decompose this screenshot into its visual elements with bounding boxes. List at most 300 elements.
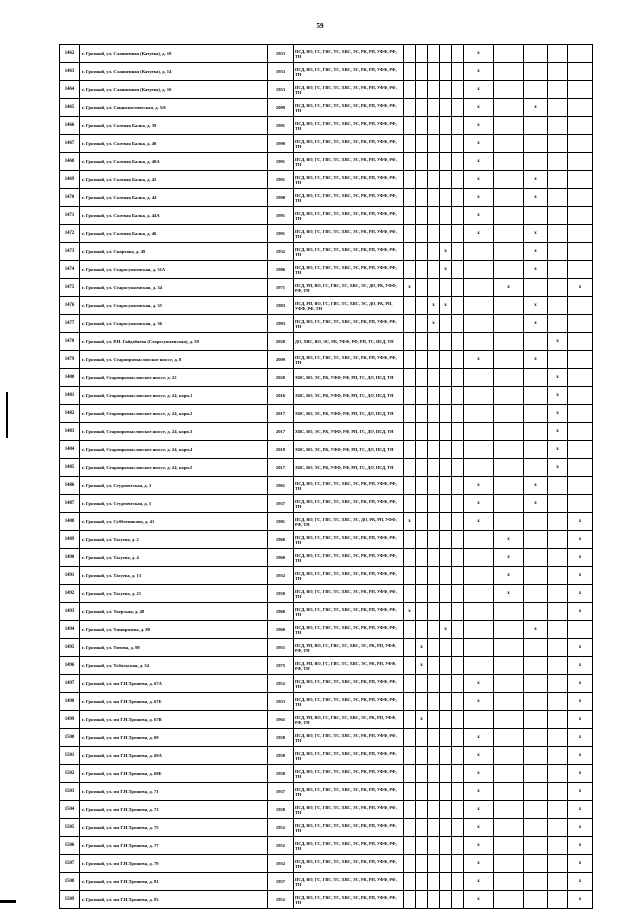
- mark-cell: [428, 243, 440, 261]
- mark-cell: x: [464, 171, 494, 189]
- mark-cell: [452, 603, 464, 621]
- year-cell: 1953: [268, 45, 294, 63]
- systems-cell: ПСД, ВО, ГС, ГВС, ТС, ХВС, ЭС, РК, РП, УФФ, РФ, ТН: [294, 495, 404, 513]
- mark-cell: [428, 81, 440, 99]
- mark-cell: [464, 333, 494, 351]
- mark-cell: [494, 873, 524, 891]
- mark-cell: [452, 783, 464, 801]
- mark-cell: [428, 801, 440, 819]
- mark-cell: [440, 225, 452, 243]
- mark-cell: [548, 279, 568, 297]
- year-cell: 1990: [268, 135, 294, 153]
- mark-cell: [494, 441, 524, 459]
- mark-cell: [416, 243, 428, 261]
- address-cell: г. Грозный, ул. Тимирязева, д. 80: [80, 621, 268, 639]
- mark-cell: x: [568, 837, 593, 855]
- table-row: [60, 387, 593, 405]
- mark-cell: [404, 477, 416, 495]
- mark-cell: [440, 405, 452, 423]
- mark-cell: x: [440, 261, 452, 279]
- address-cell: г. Грозный, ул. Старосунженская, д. 34: [80, 279, 268, 297]
- mark-cell: [416, 171, 428, 189]
- mark-cell: x: [548, 405, 568, 423]
- systems-cell: ПСД, РП, ВО, ГС, ГВС, ТС, ХВС, ЭС, РК, РП, УФФ, РФ, ТН: [294, 711, 404, 729]
- address-cell: г. Грозный, Старопромысловское шоссе, д. 24, корп.3: [80, 423, 268, 441]
- mark-cell: [524, 513, 548, 531]
- year-cell: 1960: [268, 603, 294, 621]
- mark-cell: x: [464, 747, 494, 765]
- mark-cell: [416, 423, 428, 441]
- table-row: [60, 369, 593, 387]
- mark-cell: [416, 621, 428, 639]
- address-cell: г. Грозный, ул. им Г.Н.Трошева, д. 79: [80, 855, 268, 873]
- address-cell: г. Грозный, ул. им Г.Н.Трошева, д. 67Б: [80, 693, 268, 711]
- address-cell: г. Грозный, Старопромысловское шоссе, д. 24, корп.2: [80, 405, 268, 423]
- systems-cell: ПСД, ВО, ГС, ГВС, ТС, ХВС, ЭС, РК, РП, УФФ, РФ, ТН: [294, 261, 404, 279]
- systems-cell: ХВС, ВО, ЭС, РК, УФФ, РФ, РП, ГС, ДО, ПСД, ТН: [294, 423, 404, 441]
- address-cell: г. Грозный, ул. Титова, д. 98: [80, 639, 268, 657]
- mark-cell: [404, 117, 416, 135]
- row-number: 1506: [60, 837, 80, 855]
- mark-cell: [416, 45, 428, 63]
- address-cell: г. Грозный, ул. им Г.Н.Трошева, д. 75: [80, 819, 268, 837]
- address-cell: г. Грозный, ул. Старосунженская, д. 35: [80, 297, 268, 315]
- address-cell: г. Грозный, ул. Студенческая, д. 5: [80, 495, 268, 513]
- mark-cell: [452, 747, 464, 765]
- mark-cell: [416, 297, 428, 315]
- table-row: [60, 837, 593, 855]
- mark-cell: [494, 729, 524, 747]
- mark-cell: [494, 819, 524, 837]
- mark-cell: [428, 153, 440, 171]
- mark-cell: [404, 63, 416, 81]
- year-cell: 1958: [268, 765, 294, 783]
- mark-cell: [568, 477, 593, 495]
- year-cell: 2020: [268, 369, 294, 387]
- mark-cell: [440, 315, 452, 333]
- mark-cell: [452, 855, 464, 873]
- mark-cell: x: [524, 225, 548, 243]
- mark-cell: x: [416, 657, 428, 675]
- mark-cell: [404, 243, 416, 261]
- page-number: 59: [316, 22, 324, 30]
- mark-cell: [548, 117, 568, 135]
- mark-cell: [440, 81, 452, 99]
- address-cell: г. Грозный, ул. Сланненная (Катуева), д. 16: [80, 81, 268, 99]
- year-cell: 1990: [268, 189, 294, 207]
- mark-cell: [494, 351, 524, 369]
- mark-cell: [440, 837, 452, 855]
- mark-cell: [440, 387, 452, 405]
- mark-cell: x: [568, 531, 593, 549]
- mark-cell: [548, 891, 568, 909]
- address-cell: г. Грозный, ул. им Г.Н.Трошева, д. 73: [80, 801, 268, 819]
- mark-cell: [494, 225, 524, 243]
- year-cell: 1957: [268, 783, 294, 801]
- mark-cell: x: [548, 423, 568, 441]
- systems-cell: ПСД, РП, ВО, ГС, ГВС, ТС, ХВС, ЭС, РК, РП, УФФ, РФ, ТН: [294, 639, 404, 657]
- mark-cell: [404, 765, 416, 783]
- mark-cell: [416, 747, 428, 765]
- year-cell: 1960: [268, 549, 294, 567]
- systems-cell: ПСД, ВО, ГС, ГВС, ТС, ХВС, ЭС, РК, РП, УФФ, РФ, ТН: [294, 783, 404, 801]
- mark-cell: [464, 441, 494, 459]
- table-row: [60, 495, 593, 513]
- mark-cell: [404, 81, 416, 99]
- year-cell: 2017: [268, 423, 294, 441]
- mark-cell: x: [568, 657, 593, 675]
- mark-cell: x: [524, 243, 548, 261]
- systems-cell: ПСД, ВО, ГС, ГВС, ТС, ХВС, ЭС, РК, РП, УФФ, РФ, ТН: [294, 621, 404, 639]
- mark-cell: [524, 891, 548, 909]
- mark-cell: [428, 423, 440, 441]
- table-row: [60, 585, 593, 603]
- systems-cell: ПСД, ВО, ГС, ГВС, ТС, ХВС, ЭС, РК, РП, УФФ, РФ, ТН: [294, 819, 404, 837]
- mark-cell: [548, 639, 568, 657]
- mark-cell: [524, 801, 548, 819]
- mark-cell: [404, 837, 416, 855]
- year-cell: 1991: [268, 225, 294, 243]
- address-cell: г. Грозный, Старопромысловское шоссе, д. 24, корп.5: [80, 459, 268, 477]
- mark-cell: [404, 855, 416, 873]
- mark-cell: x: [524, 261, 548, 279]
- table-row: [60, 639, 593, 657]
- table-row: [60, 297, 593, 315]
- address-cell: г. Грозный, ул. Старосунженская, д. 36: [80, 315, 268, 333]
- row-number: 1493: [60, 603, 80, 621]
- row-number: 1501: [60, 747, 80, 765]
- mark-cell: x: [464, 99, 494, 117]
- mark-cell: [428, 225, 440, 243]
- mark-cell: [440, 459, 452, 477]
- mark-cell: [494, 891, 524, 909]
- mark-cell: [524, 585, 548, 603]
- systems-cell: ПСД, ВО, ГС, ГВС, ТС, ХВС, ЭС, РК, РП, УФФ, РФ, ТН: [294, 837, 404, 855]
- mark-cell: [416, 477, 428, 495]
- systems-cell: ПСД, ВО, ГС, ГВС, ТС, ХВС, ЭС, РК, РП, УФФ, РФ, ТН: [294, 477, 404, 495]
- mark-cell: [494, 261, 524, 279]
- mark-cell: [494, 189, 524, 207]
- address-cell: г. Грозный, ул. Р.Н. Гайдабаева (Старосунженская), д. 39: [80, 333, 268, 351]
- mark-cell: [524, 207, 548, 225]
- mark-cell: [428, 819, 440, 837]
- mark-cell: [416, 855, 428, 873]
- table-row: [60, 99, 593, 117]
- mark-cell: [494, 747, 524, 765]
- address-cell: г. Грозный, ул. Тобольская, д. 54: [80, 657, 268, 675]
- mark-cell: x: [416, 639, 428, 657]
- year-cell: 1953: [268, 693, 294, 711]
- mark-cell: x: [428, 315, 440, 333]
- year-cell: 1952: [268, 891, 294, 909]
- mark-cell: x: [548, 369, 568, 387]
- mark-cell: [404, 585, 416, 603]
- row-number: 1487: [60, 495, 80, 513]
- systems-cell: ПСД, ВО, ГС, ГВС, ТС, ХВС, ЭС, РК, РП, УФФ, РФ, ТН: [294, 99, 404, 117]
- mark-cell: [452, 891, 464, 909]
- mark-cell: [404, 351, 416, 369]
- mark-cell: [464, 315, 494, 333]
- mark-cell: [568, 135, 593, 153]
- mark-cell: [416, 405, 428, 423]
- mark-cell: [494, 315, 524, 333]
- mark-cell: [452, 459, 464, 477]
- mark-cell: [404, 549, 416, 567]
- mark-cell: [404, 891, 416, 909]
- mark-cell: [452, 171, 464, 189]
- mark-cell: [416, 207, 428, 225]
- mark-cell: [548, 189, 568, 207]
- mark-cell: [404, 171, 416, 189]
- mark-cell: [568, 261, 593, 279]
- mark-cell: [548, 495, 568, 513]
- mark-cell: [548, 135, 568, 153]
- year-cell: 1952: [268, 819, 294, 837]
- mark-cell: [440, 783, 452, 801]
- mark-cell: [428, 567, 440, 585]
- row-number: 1466: [60, 117, 80, 135]
- mark-cell: [404, 387, 416, 405]
- mark-cell: [452, 405, 464, 423]
- mark-cell: [568, 225, 593, 243]
- systems-cell: ПСД, ВО, ГС, ГВС, ТС, ХВС, ЭС, РК, РП, УФФ, РФ, ТН: [294, 135, 404, 153]
- table-row: [60, 783, 593, 801]
- mark-cell: [452, 279, 464, 297]
- mark-cell: [440, 585, 452, 603]
- address-cell: г. Грозный, ул. Тасуева, д. 13: [80, 567, 268, 585]
- mark-cell: [440, 45, 452, 63]
- mark-cell: [428, 513, 440, 531]
- mark-cell: [568, 351, 593, 369]
- mark-cell: [548, 783, 568, 801]
- mark-cell: [524, 693, 548, 711]
- systems-cell: ХВС, ВО, ЭС, РК, УФФ, РФ, РП, ГС, ДО, ПСД, ТН: [294, 369, 404, 387]
- mark-cell: [452, 225, 464, 243]
- mark-cell: [428, 405, 440, 423]
- mark-cell: [452, 117, 464, 135]
- mark-cell: [452, 351, 464, 369]
- year-cell: 1958: [268, 747, 294, 765]
- address-cell: г. Грозный, ул. Сланненная (Катуева), д. 14: [80, 63, 268, 81]
- mark-cell: [524, 405, 548, 423]
- mark-cell: [548, 621, 568, 639]
- systems-cell: ПСД, ВО, ГС, ГВС, ТС, ХВС, ЭС, РК, РП, УФФ, РФ, ТН: [294, 243, 404, 261]
- table-row: [60, 279, 593, 297]
- mark-cell: [440, 333, 452, 351]
- address-cell: г. Грозный, ул. Старосунженская, д. 31А: [80, 261, 268, 279]
- mark-cell: x: [568, 855, 593, 873]
- mark-cell: x: [524, 99, 548, 117]
- mark-cell: x: [494, 279, 524, 297]
- row-number: 1480: [60, 369, 80, 387]
- systems-cell: ДО, ХВС, ВО, ЭС, РК, УФФ, РФ, РП, ТС, ПСД, ТН: [294, 333, 404, 351]
- row-number: 1502: [60, 765, 80, 783]
- address-cell: г. Грозный, ул. Тасуева, д. 4: [80, 549, 268, 567]
- year-cell: 1971: [268, 279, 294, 297]
- row-number: 1492: [60, 585, 80, 603]
- year-cell: 1957: [268, 873, 294, 891]
- mark-cell: x: [524, 621, 548, 639]
- mark-cell: [464, 657, 494, 675]
- row-number: 1468: [60, 153, 80, 171]
- mark-cell: [494, 675, 524, 693]
- mark-cell: [428, 387, 440, 405]
- mark-cell: x: [464, 135, 494, 153]
- table-row: [60, 243, 593, 261]
- mark-cell: x: [428, 297, 440, 315]
- row-number: 1473: [60, 243, 80, 261]
- mark-cell: [416, 135, 428, 153]
- table-row: [60, 693, 593, 711]
- mark-cell: [524, 423, 548, 441]
- mark-cell: [494, 639, 524, 657]
- year-cell: 1961: [268, 477, 294, 495]
- row-number: 1486: [60, 477, 80, 495]
- mark-cell: x: [568, 603, 593, 621]
- mark-cell: [428, 279, 440, 297]
- year-cell: 1991: [268, 207, 294, 225]
- year-cell: 2017: [268, 405, 294, 423]
- address-cell: г. Грозный, ул. им Г.Н.Трошева, д. 81: [80, 873, 268, 891]
- year-cell: 1952: [268, 567, 294, 585]
- mark-cell: [452, 261, 464, 279]
- row-number: 1471: [60, 207, 80, 225]
- mark-cell: [548, 351, 568, 369]
- mark-cell: [548, 765, 568, 783]
- row-number: 1476: [60, 297, 80, 315]
- table-row: [60, 567, 593, 585]
- mark-cell: x: [464, 207, 494, 225]
- row-number: 1497: [60, 675, 80, 693]
- mark-cell: [494, 369, 524, 387]
- mark-cell: [524, 81, 548, 99]
- mark-cell: [494, 99, 524, 117]
- mark-cell: [548, 207, 568, 225]
- mark-cell: [416, 765, 428, 783]
- mark-cell: [404, 567, 416, 585]
- mark-cell: [428, 621, 440, 639]
- mark-cell: x: [440, 297, 452, 315]
- address-cell: г. Грозный, ул. им Г.Н.Трошева, д. 83: [80, 891, 268, 909]
- mark-cell: [524, 639, 548, 657]
- year-cell: 1958: [268, 729, 294, 747]
- mark-cell: [494, 81, 524, 99]
- systems-cell: ПСД, РП, ВО, ГС, ГВС, ТС, ХВС, ЭС, ДО, РК, УФФ, РФ, ТН: [294, 279, 404, 297]
- mark-cell: x: [568, 711, 593, 729]
- mark-cell: [452, 621, 464, 639]
- row-number: 1484: [60, 441, 80, 459]
- mark-cell: [452, 135, 464, 153]
- year-cell: 1991: [268, 153, 294, 171]
- mark-cell: [452, 81, 464, 99]
- mark-cell: [428, 873, 440, 891]
- mark-cell: [440, 657, 452, 675]
- row-number: 1479: [60, 351, 80, 369]
- mark-cell: [428, 603, 440, 621]
- table-row: [60, 351, 593, 369]
- mark-cell: [404, 207, 416, 225]
- table-row: [60, 153, 593, 171]
- systems-cell: ПСД, ВО, ГС, ГВС, ТС, ХВС, ЭС, РК, РП, УФФ, РФ, ТН: [294, 171, 404, 189]
- mark-cell: x: [524, 297, 548, 315]
- mark-cell: [404, 423, 416, 441]
- mark-cell: [428, 441, 440, 459]
- mark-cell: [416, 333, 428, 351]
- row-number: 1467: [60, 135, 80, 153]
- mark-cell: [568, 171, 593, 189]
- mark-cell: [404, 135, 416, 153]
- row-number: 1505: [60, 819, 80, 837]
- row-number: 1465: [60, 99, 80, 117]
- mark-cell: [416, 693, 428, 711]
- mark-cell: x: [494, 567, 524, 585]
- mark-cell: [404, 297, 416, 315]
- mark-cell: [494, 693, 524, 711]
- mark-cell: [494, 837, 524, 855]
- mark-cell: x: [464, 693, 494, 711]
- mark-cell: [548, 477, 568, 495]
- systems-cell: ПСД, ВО, ГС, ГВС, ТС, ХВС, ЭС, РК, РП, УФФ, РФ, ТН: [294, 225, 404, 243]
- mark-cell: [568, 315, 593, 333]
- mark-cell: [404, 333, 416, 351]
- mark-cell: [452, 837, 464, 855]
- mark-cell: [548, 243, 568, 261]
- mark-cell: [428, 891, 440, 909]
- year-cell: 1952: [268, 675, 294, 693]
- year-cell: 1965: [268, 711, 294, 729]
- year-cell: 1953: [268, 63, 294, 81]
- mark-cell: x: [568, 675, 593, 693]
- mark-cell: [464, 567, 494, 585]
- mark-cell: [416, 819, 428, 837]
- mark-cell: [524, 603, 548, 621]
- mark-cell: [494, 603, 524, 621]
- mark-cell: [494, 513, 524, 531]
- year-cell: 2009: [268, 351, 294, 369]
- mark-cell: x: [464, 783, 494, 801]
- mark-cell: [464, 423, 494, 441]
- mark-cell: [494, 243, 524, 261]
- table-row: [60, 441, 593, 459]
- row-number: 1488: [60, 513, 80, 531]
- mark-cell: x: [416, 711, 428, 729]
- mark-cell: [428, 45, 440, 63]
- mark-cell: [428, 729, 440, 747]
- mark-cell: [452, 549, 464, 567]
- mark-cell: [464, 549, 494, 567]
- table-row: [60, 801, 593, 819]
- mark-cell: x: [568, 567, 593, 585]
- mark-cell: [404, 711, 416, 729]
- table-row: [60, 63, 593, 81]
- mark-cell: [494, 711, 524, 729]
- mark-cell: [524, 855, 548, 873]
- year-cell: 1981: [268, 513, 294, 531]
- mark-cell: x: [568, 585, 593, 603]
- mark-cell: x: [464, 801, 494, 819]
- mark-cell: [452, 315, 464, 333]
- mark-cell: [548, 873, 568, 891]
- mark-cell: [428, 333, 440, 351]
- year-cell: 2018: [268, 441, 294, 459]
- mark-cell: [404, 693, 416, 711]
- mark-cell: x: [464, 153, 494, 171]
- mark-cell: [494, 423, 524, 441]
- mark-cell: [494, 45, 524, 63]
- mark-cell: [440, 747, 452, 765]
- systems-cell: ПСД, ВО, ГС, ГВС, ТС, ХВС, ЭС, РК, РП, УФФ, РФ, ТН: [294, 207, 404, 225]
- mark-cell: [524, 117, 548, 135]
